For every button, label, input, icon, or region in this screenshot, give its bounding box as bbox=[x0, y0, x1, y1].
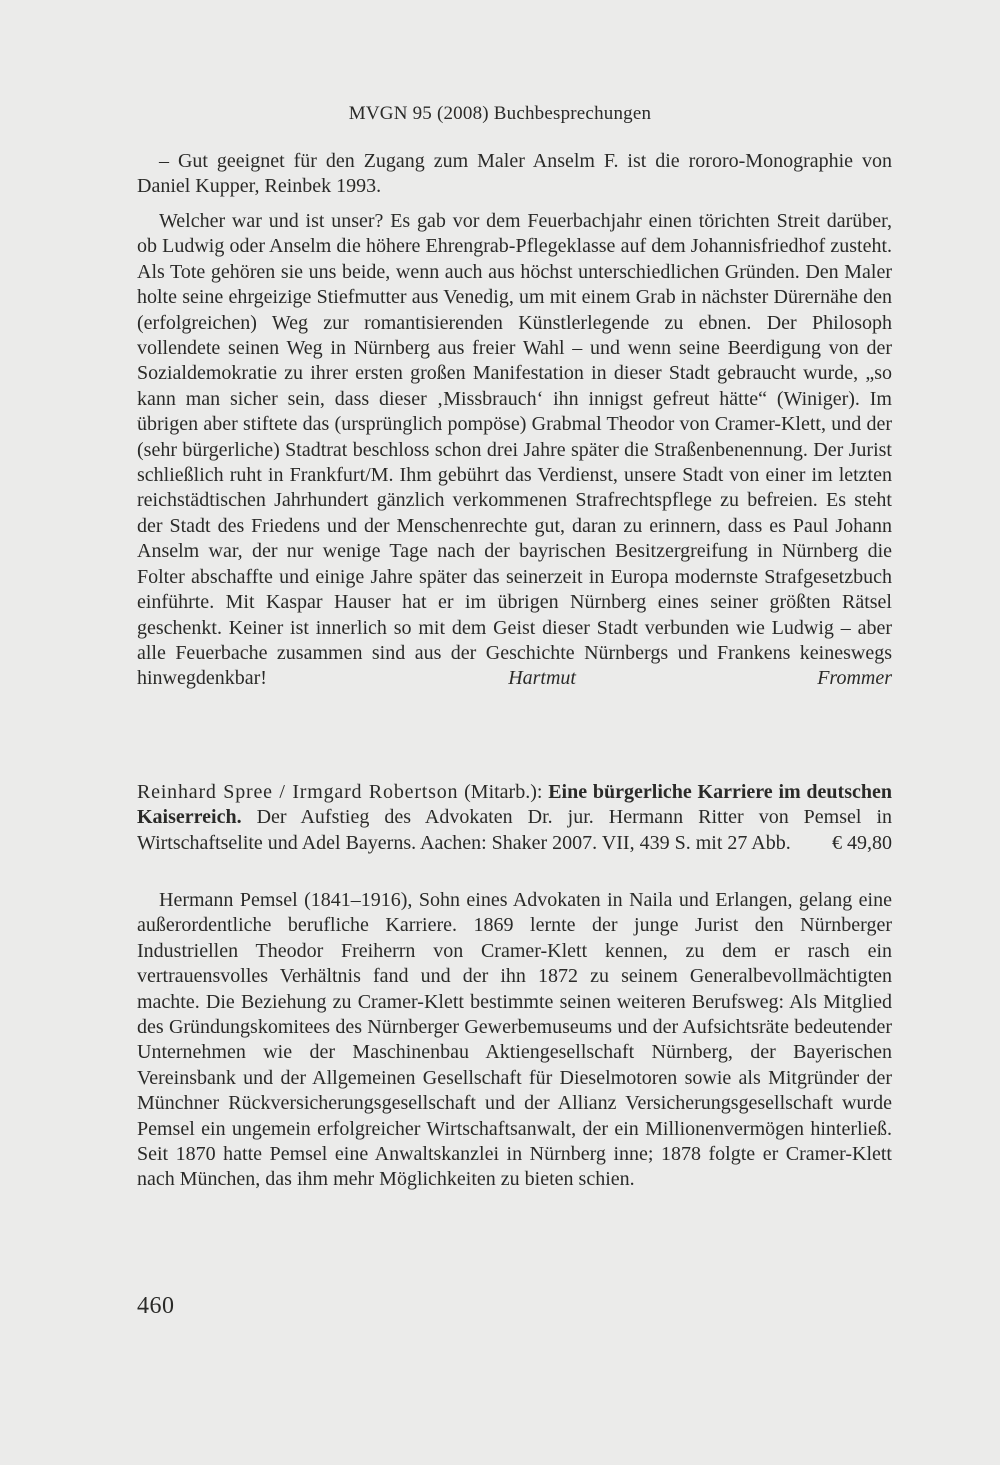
reviewer-signature: Hartmut Frommer bbox=[508, 667, 893, 690]
book-title: Eine bürgerliche Karriere im deutschen Kaiserreich. bbox=[137, 781, 893, 829]
review-body-text: Welcher war und ist unser? Es gab vor dem Feuerbachjahr einen törichten Streit darüber, ob Ludwig oder Anselm die höhere Ehrengrab-Pflegeklasse auf dem Johannisfriedhof zusteht. Als Tote gehören sie uns beide, wenn auch aus höchst unterschiedlichen Gründen. Den Maler holte seine ehrgeizige Stiefmutter aus Venedig, um mit einem Grab in nächster Dürernähe den (erfolgreichen) Weg zur romantisierenden Künstlerlegende zu ebnen. Der Philosoph vollendete seinen Weg in Nürnberg aus freier Wahl – und wenn seine Beerdigung von der Sozialdemokratie zu ihrer ersten großen Manifestation in dieser Stadt gebraucht wurde, „so kann man sicher sein, dass dieser ‚Missbrauch‘ ihn innigst gefreut hätte“ (Winiger). Im übrigen aber stiftete das (ursprünglich pompöse) Grabmal Theodor von Cramer-Klett, und der (sehr bürgerliche) Stadtrat beschloss schon drei Jahre später die Straßenbenennung. Der Jurist schließlich ruht in Frankfurt/M. Ihm gebührt das Verdienst, unsere Stadt von einer im letzten reichstädtischen Jahrhundert gänzlich verkommenen Strafrechtspflege zu befreien. Es steht der Stadt des Friedens und der Menschenrechte gut, daran zu erinnern, dass es Paul Johann Anselm war, der nur wenige Tage nach der bayrischen Besitzergreifung in Nürnberg die Folter abschaffte und einige Jahre später das seinerzeit in Europa modernste Strafgesetzbuch einführte. Mit Kaspar Hauser hat er im übrigen Nürnberg eines seiner größten Rätsel geschenkt. Keiner ist innerlich so mit dem Geist dieser Stadt verbunden wie Ludwig – aber alle Feuerbache zusammen sind aus der Geschichte Nürnbergs und Frankens keineswegs hinwegdenkbar! bbox=[137, 210, 892, 690]
review-body bbox=[137, 209, 892, 692]
review-pemsel bbox=[137, 888, 892, 1193]
intro-text: – Gut geeignet für den Zugang zum Maler Anselm F. ist die rororo-Monographie von Daniel Kupper, Reinbek 1993. bbox=[137, 150, 892, 198]
page-number: 460 bbox=[137, 1293, 175, 1319]
review-pemsel-body: Hermann Pemsel (1841–1916), Sohn eines Advokaten in Naila und Erlangen, gelang eine außerordentliche berufliche Karriere. 1869 lernte der junge Jurist den Nürnberger Industriellen Theodor Freiherrn von Cramer-Klett kennen, zu dem er rasch ein vertrauensvolles Verhältnis fand und der ihn 1872 zu seinem Generalbevollmächtigten machte. Die Beziehung zu Cramer-Klett bestimmte seinen weiteren Berufsweg: Als Mitglied des Gründungskomitees des Nürnberger Gewerbemuseums und der Aufsichtsräte bedeutender Unternehmen wie der Maschinenbau Aktiengesellschaft Nürnberg, der Bayerischen Vereinsbank und der Allgemeinen Gesellschaft für Dieselmotoren sowie als Mitgründer der Münchner Rückversicherungsgesellschaft und der Allianz Versicherungsgesellschaft wurde Pemsel ein ungemein erfolgreicher Wirtschaftsanwalt, der ein Millionenvermögen hinterließ. Seit 1870 hatte Pemsel eine Anwaltskanzlei in Nürnberg inne; 1878 folgte er Cramer-Klett nach München, das ihm mehr Möglichkeiten zu bieten schien. bbox=[137, 889, 892, 1191]
book-price: € 49,80 bbox=[832, 831, 892, 854]
review-frommer bbox=[137, 209, 892, 692]
book-details: Der Aufstieg des Advokaten Dr. jur. Hermann Ritter von Pemsel in Wirtschaftselite und Adel Bayerns. Aachen: Shaker 2007. VII, 439 S. mit 27 Abb. bbox=[137, 806, 893, 854]
bibliographic-citation bbox=[137, 780, 892, 856]
book-authors: Reinhard Spree / Irmgard Robertson bbox=[137, 781, 459, 803]
intro-paragraph bbox=[137, 149, 892, 200]
author-role: (Mitarb.): bbox=[464, 781, 543, 803]
bibliographic-entry bbox=[137, 780, 892, 856]
running-header: MVGN 95 (2008) Buchbesprechungen bbox=[348, 103, 652, 124]
